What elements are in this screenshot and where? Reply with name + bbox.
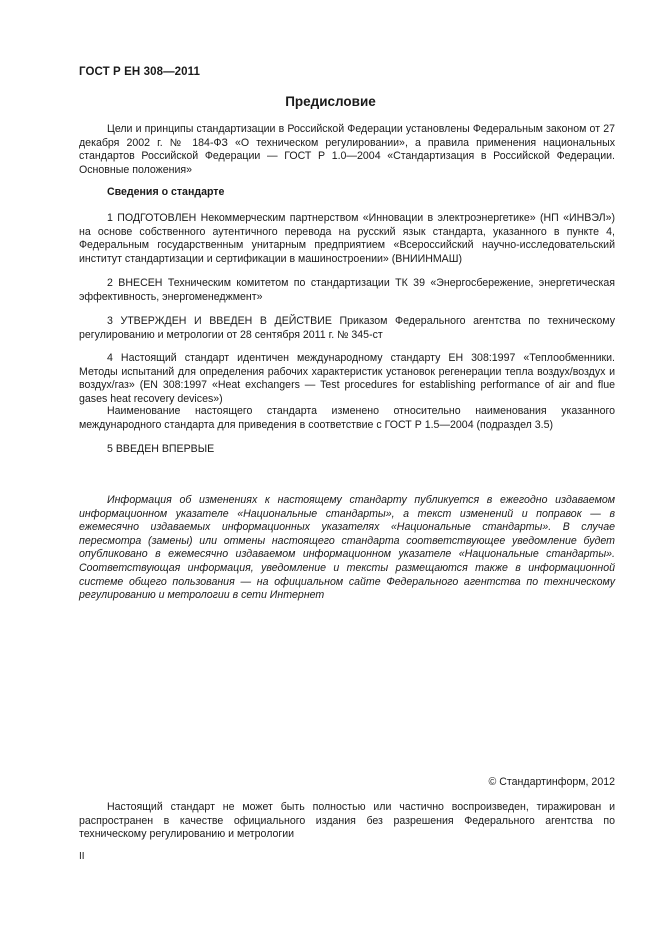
page-number: II (79, 851, 85, 862)
reproduction-notice-paragraph: Настоящий стандарт не может быть полностью или частично воспроизведен, тиражирован и распространен в качестве официального издания без разрешения Федерального агентства по техническому регулированию и метрологии (79, 801, 615, 841)
standard-code: ГОСТ Р ЕН 308—2011 (79, 66, 201, 78)
info-notice-paragraph: Информация об изменениях к настоящему стандарту публикуется в ежегодно издаваемом информационном указателе «Национальные стандарты», а текст изменений и поправок — в ежемесячно издаваемых информационных указателях «Национальные стандарты». В случае пересмотра (замены) или отмены настоящего стандарта соответствующее уведомление будет опубликовано в ежемесячно издаваемом информационном указателе «Национальные стандарты». Соответствующая информация, уведомление и тексты размещаются также в информационной системе общего пользования — на официальном сайте Федерального агентства по техническому регулированию и метрологии в сети Интернет (79, 494, 615, 602)
item-1-paragraph: 1 ПОДГОТОВЛЕН Некоммерческим партнерством «Инновации в электроэнергетике» (НП «ИНВЭЛ») на основе собственного аутентичного перевода на русский язык стандарта, указанного в пункте 4, Федеральным государственным унитарным предприятием «Всероссийский научно-исследовательский институт стандартизации и сертификации в машиностроении» (ВНИИНМАШ) (79, 212, 615, 265)
item-4-note-paragraph: Наименование настоящего стандарта изменено относительно наименования указанного международного стандарта для приведения в соответствие с ГОСТ Р 1.5—2004 (подраздел 3.5) (79, 405, 615, 431)
section-heading: Сведения о стандарте (107, 186, 225, 198)
intro-paragraph: Цели и принципы стандартизации в Российской Федерации установлены Федеральным законом от 27 декабря 2002 г. № 184-ФЗ «О техническом регулировании», а правила применения национальных стандартов Российской Федерации — ГОСТ Р 1.0—2004 «Стандартизация в Российской Федерации. Основные положения» (79, 123, 615, 176)
copyright-line: © Стандартинформ, 2012 (488, 776, 615, 788)
item-3-paragraph: 3 УТВЕРЖДЕН И ВВЕДЕН В ДЕЙСТВИЕ Приказом Федерального агентства по техническому регулированию и метрологии от 28 сентября 2011 г. № 345-ст (79, 315, 615, 341)
item-5-paragraph: 5 ВВЕДЕН ВПЕРВЫЕ (107, 443, 215, 455)
item-2-paragraph: 2 ВНЕСЕН Техническим комитетом по стандартизации ТК 39 «Энергосбережение, энергетическая эффективность, энергоменеджмент» (79, 277, 615, 303)
item-4-paragraph: 4 Настоящий стандарт идентичен международному стандарту ЕН 308:1997 «Теплообменники. Методы испытаний для определения рабочих характеристик установок регенерации тепла воздух/воздух и воздух/газ» (EN 308:1997 «Heat exchangers — Test procedures for establishing performance of air and flue gases heat recovery devices») (79, 352, 615, 405)
page-title: Предисловие (285, 94, 376, 109)
